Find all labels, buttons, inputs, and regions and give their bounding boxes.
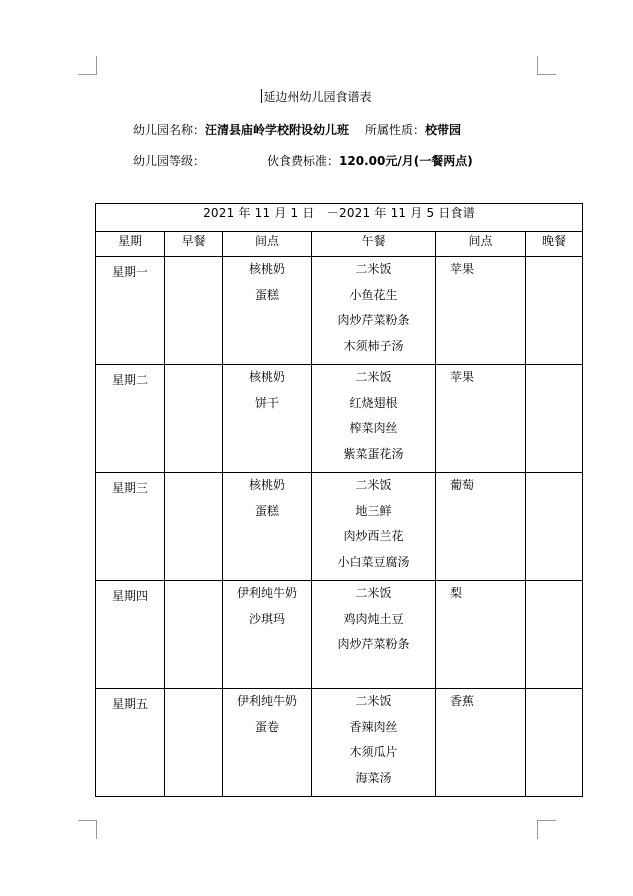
morning-snack-cell (223, 689, 312, 797)
lunch-item: 二米饭 (355, 370, 392, 384)
header-dinner: 晚餐 (526, 232, 583, 257)
menu-day-row (96, 257, 583, 365)
lunch-cell (312, 473, 436, 581)
morning-snack-item: 蛋糕 (254, 503, 279, 518)
header-row (96, 232, 583, 257)
meal-fee-label: 伙食费标准： (267, 154, 340, 168)
dinner-cell (526, 473, 583, 581)
breakfast-cell (165, 473, 223, 581)
afternoon-snack-item: 葡萄 (450, 478, 475, 492)
morning-snack-item: 伊利纯牛奶 (236, 586, 297, 600)
meal-fee-value: 120.00元/月(一餐两点) (339, 154, 473, 168)
morning-snack-cell (223, 365, 312, 473)
weekday-label: 星期三 (111, 481, 148, 495)
lunch-cell (312, 257, 436, 365)
dinner-cell (526, 257, 583, 365)
lunch-item: 肉炒西兰花 (343, 529, 404, 543)
afternoon-snack-item: 香蕉 (450, 694, 475, 708)
menu-day-row (96, 689, 583, 797)
weekday-cell (96, 473, 165, 581)
crop-mark-bottom-right (537, 820, 556, 839)
dinner-cell (526, 581, 583, 689)
morning-snack-item: 蛋卷 (254, 719, 279, 734)
lunch-item: 紫菜蛋花汤 (343, 446, 404, 461)
dinner-cell (526, 365, 583, 473)
crop-mark-bottom-left (78, 820, 97, 839)
weekly-menu-table (95, 203, 583, 797)
document-title: 延边州幼儿园食谱表 (263, 90, 372, 104)
lunch-cell (312, 365, 436, 473)
afternoon-snack-item: 苹果 (450, 370, 475, 384)
kindergarten-info-line-2 (133, 152, 473, 169)
lunch-item: 榨菜肉丝 (349, 421, 398, 435)
afternoon-snack-cell (436, 581, 526, 689)
date-range-cell: 2021 年 11 月 1 日 －2021 年 11 月 5 日食谱 (96, 204, 583, 232)
weekday-label: 星期一 (111, 265, 148, 279)
weekday-cell (96, 581, 165, 689)
lunch-item: 香辣肉丝 (349, 719, 398, 734)
lunch-item: 小白菜豆腐汤 (337, 554, 410, 569)
weekday-cell (96, 257, 165, 365)
morning-snack-cell (223, 257, 312, 365)
breakfast-cell (165, 581, 223, 689)
lunch-item: 鸡肉炖土豆 (343, 611, 404, 626)
lunch-item: 二米饭 (355, 586, 392, 600)
afternoon-snack-cell (436, 365, 526, 473)
crop-mark-top-right (537, 56, 556, 75)
date-range-row (96, 204, 583, 232)
kindergarten-nature-value: 校带园 (425, 123, 462, 137)
morning-snack-item: 蛋糕 (254, 287, 279, 302)
morning-snack-item: 核桃奶 (248, 262, 285, 276)
afternoon-snack-cell (436, 473, 526, 581)
lunch-item: 二米饭 (355, 694, 392, 708)
lunch-item: 二米饭 (355, 478, 392, 492)
menu-day-row (96, 473, 583, 581)
lunch-cell (312, 689, 436, 797)
dinner-cell (526, 689, 583, 797)
morning-snack-cell (223, 581, 312, 689)
afternoon-snack-cell (436, 689, 526, 797)
morning-snack-item: 伊利纯牛奶 (236, 694, 297, 708)
lunch-item: 木须柿子汤 (343, 338, 404, 353)
kindergarten-name-label: 幼儿园名称： (133, 123, 206, 137)
weekday-cell (96, 365, 165, 473)
breakfast-cell (165, 365, 223, 473)
lunch-item: 肉炒芹菜粉条 (337, 313, 410, 327)
menu-day-row (96, 365, 583, 473)
menu-body (96, 257, 583, 797)
header-afternoon-snack: 间点 (436, 232, 526, 257)
lunch-item: 木须瓜片 (349, 745, 398, 759)
lunch-item: 地三鲜 (355, 503, 392, 518)
lunch-item: 小鱼花生 (349, 287, 398, 302)
crop-mark-top-left (78, 56, 97, 75)
morning-snack-cell (223, 473, 312, 581)
afternoon-snack-item: 苹果 (450, 262, 475, 276)
morning-snack-item: 饼干 (254, 395, 279, 410)
document-title-line[interactable] (0, 88, 633, 105)
morning-snack-item: 沙琪玛 (248, 611, 285, 626)
afternoon-snack-cell (436, 257, 526, 365)
header-breakfast: 早餐 (165, 232, 223, 257)
breakfast-cell (165, 689, 223, 797)
weekday-label: 星期二 (111, 373, 148, 387)
menu-day-row (96, 581, 583, 689)
lunch-item: 肉炒芹菜粉条 (337, 637, 410, 651)
header-lunch: 午餐 (312, 232, 436, 257)
header-morning-snack: 间点 (223, 232, 312, 257)
lunch-item: 海菜汤 (355, 770, 392, 785)
morning-snack-item: 核桃奶 (248, 478, 285, 492)
lunch-cell (312, 581, 436, 689)
morning-snack-item: 核桃奶 (248, 370, 285, 384)
lunch-item: 红烧翅根 (349, 395, 398, 410)
weekday-cell (96, 689, 165, 797)
lunch-item: 二米饭 (355, 262, 392, 276)
kindergarten-grade-label: 幼儿园等级： (133, 154, 206, 168)
kindergarten-nature-label: 所属性质： (365, 123, 426, 137)
weekday-label: 星期五 (111, 697, 148, 711)
kindergarten-name-value: 汪清县庙岭学校附设幼儿班 (205, 123, 350, 137)
kindergarten-info-line-1 (133, 121, 461, 138)
afternoon-snack-item: 梨 (450, 586, 463, 600)
header-weekday: 星期 (96, 232, 165, 257)
weekday-label: 星期四 (111, 589, 148, 603)
breakfast-cell (165, 257, 223, 365)
